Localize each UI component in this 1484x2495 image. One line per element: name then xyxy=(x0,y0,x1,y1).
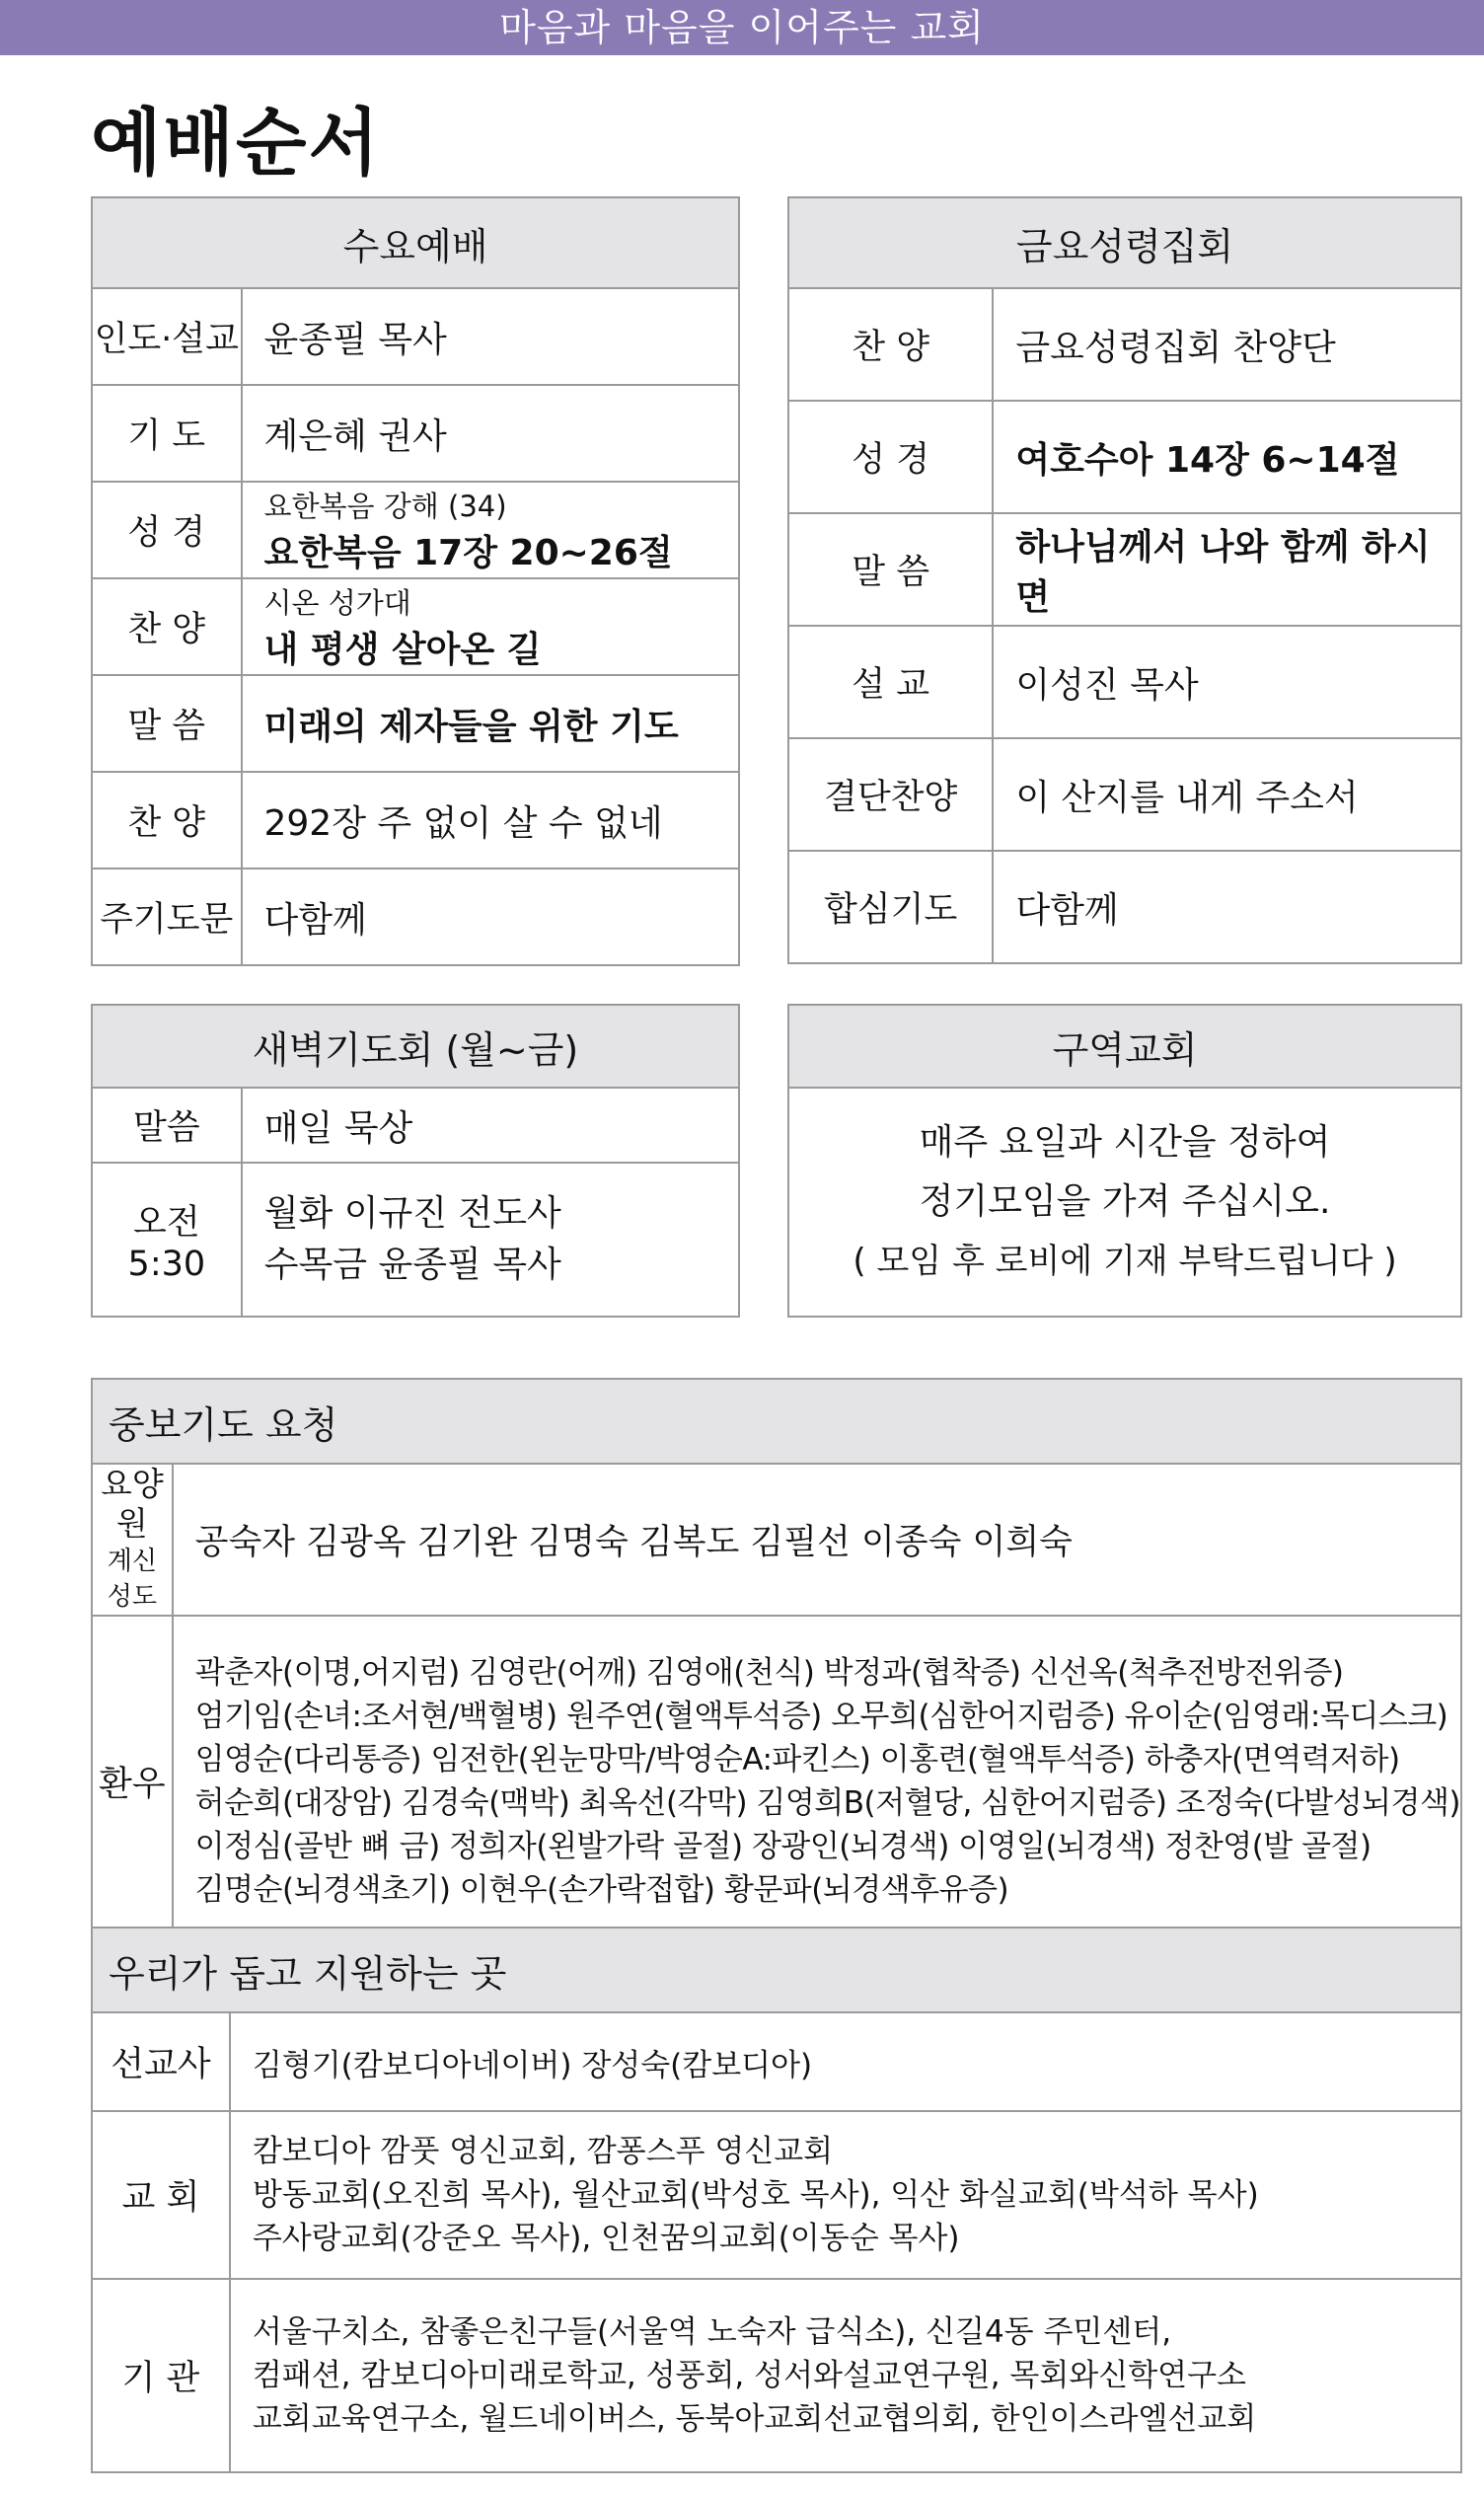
dawn-row-label: 말씀 xyxy=(92,1088,242,1163)
church-line: 방동교회(오진희 목사), 월산교회(박성호 목사), 익산 화실교회(박석하 목사) xyxy=(252,2177,1259,2213)
sermon-title: 미래의 제자들을 위한 기도 xyxy=(242,675,740,772)
dawn-leaders xyxy=(242,1163,739,1317)
patients-label: 환우 xyxy=(92,1616,173,1947)
wednesday-service-table xyxy=(91,196,740,966)
institution-line: 서울구치소, 참좋은친구들(서울역 노숙자 급식소), 신길4동 주민센터, xyxy=(252,2314,1172,2350)
dawn-prayer-title: 새벽기도회 (월~금) xyxy=(92,1005,739,1088)
institution-line: 컴패션, 캄보디아미래로학교, 성풍회, 성서와설교연구원, 목회와신학연구소 xyxy=(252,2358,1246,2393)
patients-line: 허순희(대장암) 김경숙(맥박) 최옥선(각막) 김영희B(저혈당, 심한어지럼증) 조정숙(다발성뇌경색) xyxy=(194,1785,1460,1821)
district-church-title: 구역교회 xyxy=(788,1005,1461,1088)
dawn-leader-line: 수목금 윤종필 목사 xyxy=(263,1245,561,1285)
wed-row-label: 찬 양 xyxy=(92,772,242,869)
patients-line: 임영순(다리통증) 임전한(왼눈망막/박영순A:파킨스) 이홍련(혈액투석증) 하충자(면역력저하) xyxy=(194,1742,1400,1777)
church-line: 주사랑교회(강준오 목사), 인천꿈의교회(이동순 목사) xyxy=(252,2221,960,2256)
wed-row-label: 성 경 xyxy=(92,482,242,578)
scripture-passage: 요한복음 17장 20~26절 xyxy=(263,533,673,573)
wed-row-value: 계은혜 권사 xyxy=(242,385,740,482)
wed-row-label: 말 씀 xyxy=(92,675,242,772)
choir-name: 시온 성가대 xyxy=(263,586,411,620)
church-motto-banner: 마음과 마음을 이어주는 교회 xyxy=(0,0,1484,55)
wed-row-value: 다함께 xyxy=(242,869,740,965)
patients-line: 곽춘자(이명,어지럼) 김영란(어깨) 김영애(천식) 박정과(협착증) 신선옥(척추전방전위증) xyxy=(194,1655,1344,1691)
district-church-note xyxy=(788,1088,1461,1317)
nursing-home-label-text: 요양원 xyxy=(100,1465,164,1543)
fri-row-label: 말 씀 xyxy=(788,513,993,626)
institution-line: 교회교육연구소, 월드네이버스, 동북아교회선교협의회, 한인이스라엘선교회 xyxy=(252,2401,1257,2437)
fri-row-label: 찬 양 xyxy=(788,288,993,401)
scripture-series: 요한복음 강해 (34) xyxy=(263,490,507,523)
wed-row-value: 윤종필 목사 xyxy=(242,288,740,385)
patients-line: 김명순(뇌경색초기) 이현우(손가락접합) 황문파(뇌경색후유증) xyxy=(194,1872,1009,1908)
nursing-home-label xyxy=(92,1464,173,1616)
fri-row-value: 이 산지를 내게 주소서 xyxy=(993,738,1461,851)
churches-label: 교 회 xyxy=(92,2111,230,2279)
nursing-home-sub-text: 계신 성도 xyxy=(107,1547,157,1612)
wed-row-value-block xyxy=(242,578,740,675)
page-title: 예배순서 xyxy=(91,101,381,186)
fri-row-label: 성 경 xyxy=(788,401,993,513)
fri-sermon-title: 하나님께서 나와 함께 하시면 xyxy=(993,513,1461,626)
wed-row-label: 인도·설교 xyxy=(92,288,242,385)
patients-line: 엄기임(손녀:조서현/백혈병) 원주연(혈액투석증) 오무희(심한어지럼증) 유이순(임영래:목디스크) xyxy=(194,1699,1448,1734)
fri-row-label: 설 교 xyxy=(788,626,993,738)
wed-row-label: 기 도 xyxy=(92,385,242,482)
dawn-row-label: 오전 5:30 xyxy=(92,1163,242,1317)
fri-scripture: 여호수아 14장 6~14절 xyxy=(993,401,1461,513)
district-note-line: 정기모임을 가져 주십시오. xyxy=(919,1181,1331,1222)
dawn-leader-line: 월화 이규진 전도사 xyxy=(263,1193,561,1234)
churches-list xyxy=(230,2111,1461,2279)
friday-service-table xyxy=(787,196,1462,964)
support-table xyxy=(91,1927,1462,2473)
nursing-home-members: 공숙자 김광옥 김기완 김명숙 김복도 김필선 이종숙 이희숙 xyxy=(173,1464,1461,1616)
wednesday-service-title: 수요예배 xyxy=(92,197,739,288)
prayer-request-table xyxy=(91,1378,1462,1948)
dawn-prayer-table xyxy=(91,1004,740,1318)
church-line: 캄보디아 깜풋 영신교회, 깜퐁스푸 영신교회 xyxy=(252,2134,834,2169)
fri-row-value: 다함께 xyxy=(993,851,1461,963)
dawn-row-value: 매일 묵상 xyxy=(242,1088,739,1163)
fri-row-label: 결단찬양 xyxy=(788,738,993,851)
missionary-list: 김형기(캄보디아네이버) 장성숙(캄보디아) xyxy=(230,2012,1461,2111)
missionary-label: 선교사 xyxy=(92,2012,230,2111)
fri-row-label: 합심기도 xyxy=(788,851,993,963)
wed-row-value: 292장 주 없이 살 수 없네 xyxy=(242,772,740,869)
district-note-line: ( 모임 후 로비에 기재 부탁드립니다 ) xyxy=(853,1242,1397,1281)
patients-list xyxy=(173,1616,1461,1947)
wed-row-label: 찬 양 xyxy=(92,578,242,675)
friday-service-title: 금요성령집회 xyxy=(788,197,1461,288)
support-title: 우리가 돕고 지원하는 곳 xyxy=(92,1928,1461,2012)
wed-row-value-block xyxy=(242,482,740,578)
district-church-table xyxy=(787,1004,1462,1318)
fri-row-value: 금요성령집회 찬양단 xyxy=(993,288,1461,401)
fri-row-value: 이성진 목사 xyxy=(993,626,1461,738)
institutions-list xyxy=(230,2279,1461,2472)
patients-line: 이정심(골반 뼈 금) 정희자(왼발가락 골절) 장광인(뇌경색) 이영일(뇌경색) 정찬영(발 골절) xyxy=(194,1829,1372,1864)
prayer-request-title: 중보기도 요청 xyxy=(92,1379,1461,1464)
choir-song: 내 평생 살아온 길 xyxy=(263,630,542,670)
institutions-label: 기 관 xyxy=(92,2279,230,2472)
wed-row-label: 주기도문 xyxy=(92,869,242,965)
district-note-line: 매주 요일과 시간을 정하여 xyxy=(919,1122,1331,1163)
